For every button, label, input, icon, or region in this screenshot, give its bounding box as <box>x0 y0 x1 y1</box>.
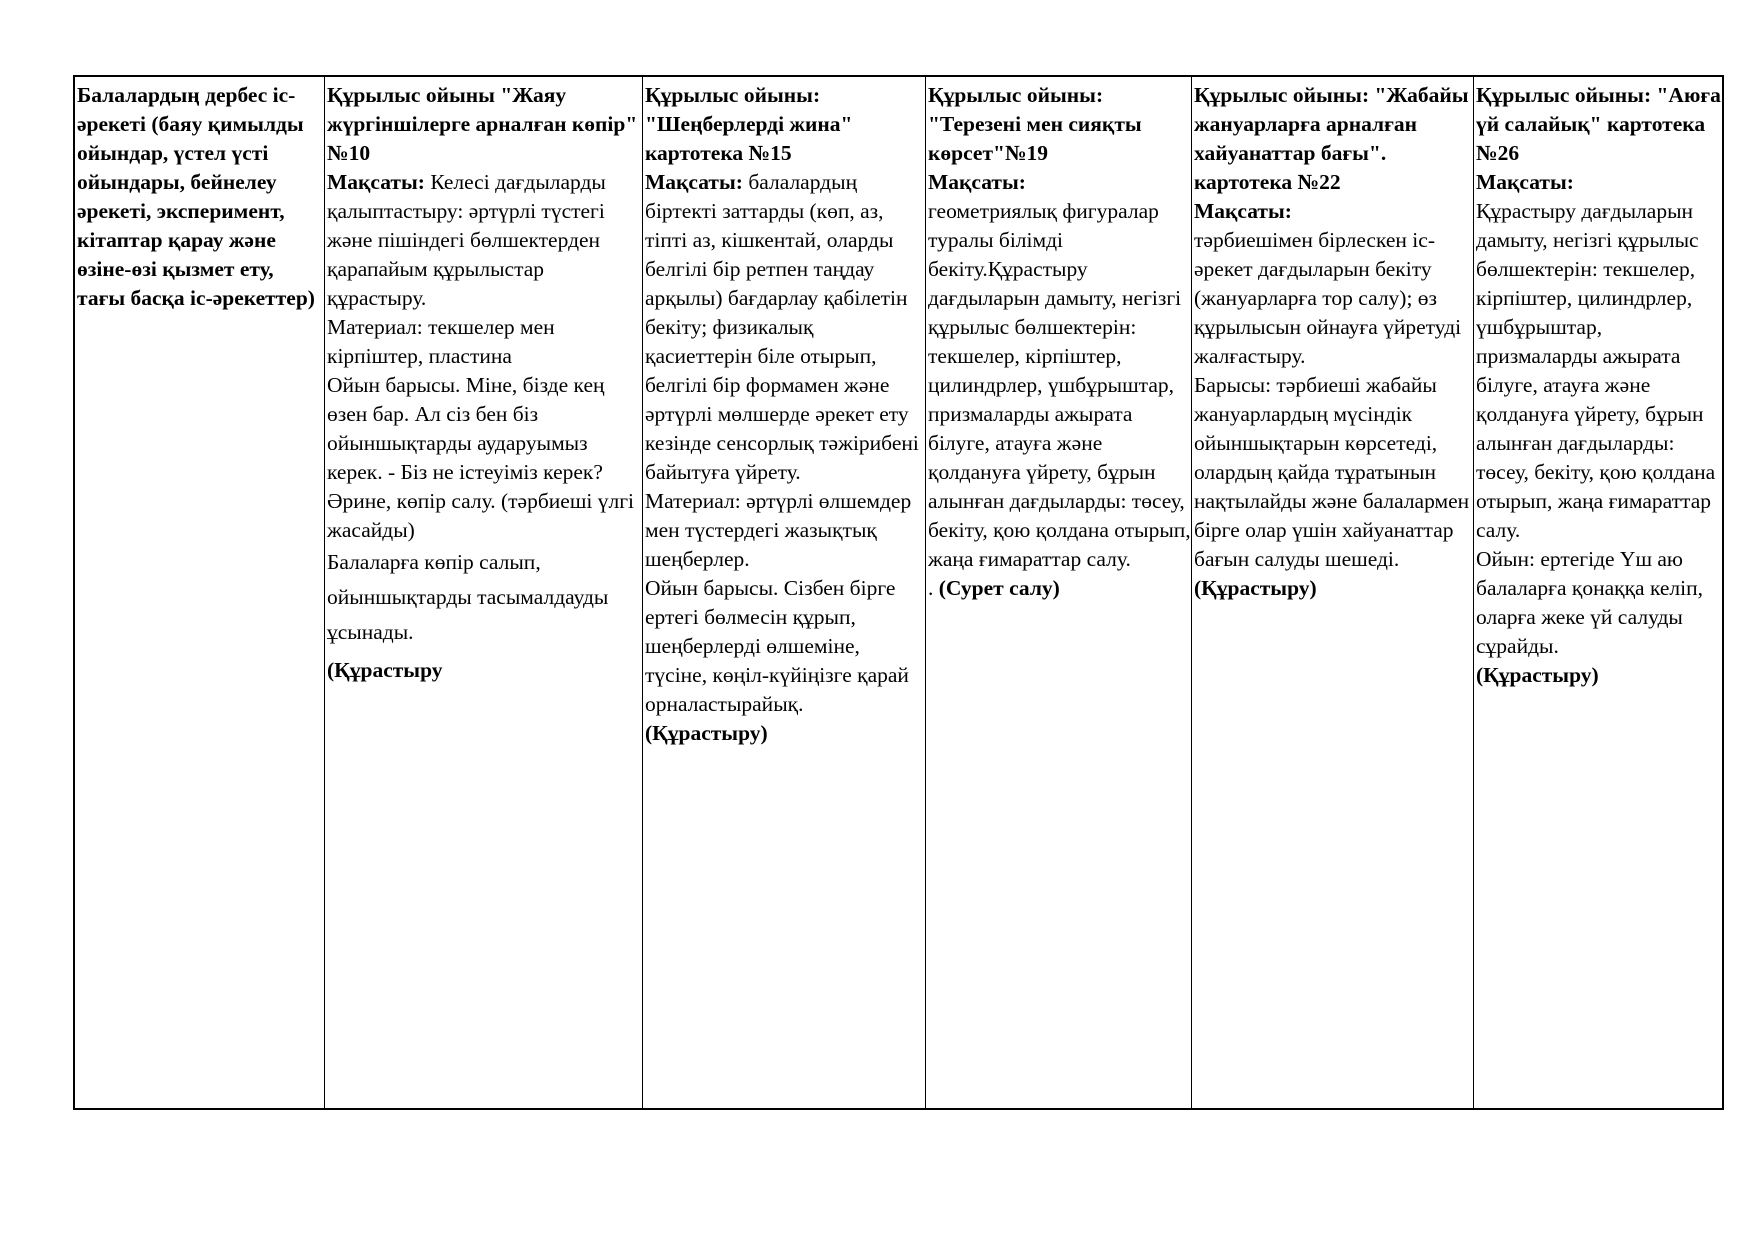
activity-tag: (Құрастыру) <box>1476 663 1599 687</box>
activity-table <box>73 75 1724 1110</box>
table-cell-game-10 <box>325 77 643 1108</box>
table-cell-game-15 <box>643 77 926 1108</box>
tag-dot: . <box>928 576 934 600</box>
activity-heading: Балалардың дербес іс-әрекеті (баяу қимылды ойындар, үстел үсті ойындары, бейнелеу әрекеті, эксперимент, кітаптар қарау және өзіне-өзі қызмет ету, тағы басқа іс-әрекеттер) <box>77 83 315 310</box>
game-title: Құрылыс ойыны: "Аюға үй салайық" картотека №26 <box>1476 83 1721 165</box>
table-cell-game-26 <box>1474 77 1726 1108</box>
goal-text: балалардың біртекті заттарды (көп, аз, тіпті аз, кішкентай, оларды белгілі бір ретпен таңдау арқылы) бағдарлау қабілетін бекіту; физикалық қасиеттерін біле отырып, белгілі бір формамен және әртүрлі мөлшерде әрекет ету кезінде сенсорлық тәжірибені байытуға үйрету. <box>645 170 919 484</box>
goal-text: Келесі дағдыларды қалыптастыру: әртүрлі түстегі және пішіндегі бөлшектерден қарапайым құрылыстар құрастыру. <box>327 170 606 310</box>
goal-label: Мақсаты: <box>928 170 1026 194</box>
table-cell-game-22 <box>1192 77 1474 1108</box>
game-title: Құрылыс ойыны: "Жабайы жануарларға арналған хайуанаттар бағы". картотека №22 <box>1194 83 1469 194</box>
goal-label: Мақсаты: <box>1476 170 1574 194</box>
activity-tag: (Құрастыру) <box>645 721 768 745</box>
goal-label: Мақсаты: <box>327 170 425 194</box>
game-process: Ойын барысы. Міне, бізде кең өзен бар. Ал сіз бен біз ойыншықтарды аударуымыз керек. - Біз не істеуіміз керек? Әрине, көпір салу. (тәрбиеші үлгі жасайды) <box>327 373 635 542</box>
activity-tag: (Құрастыру <box>327 658 443 682</box>
goal-label: Мақсаты: <box>645 170 743 194</box>
game-material: Материал: текшелер мен кірпіштер, пластина <box>327 315 555 368</box>
game-goal <box>327 168 642 313</box>
goal-text: тәрбиешімен бірлескен іс-әрекет дағдыларын бекіту (жануарларға тор салу); өз құрылысын ойнауға үйретуді жалғастыру. <box>1194 228 1462 368</box>
game-title: Құрылыс ойыны "Жаяу жүргіншілерге арналған көпір" №10 <box>327 83 638 165</box>
activity-tag-line <box>928 574 1191 603</box>
activity-tag: (Құрастыру) <box>1194 576 1317 600</box>
table-cell-activity-type <box>75 77 325 1108</box>
activity-tag: (Сурет салу) <box>933 576 1060 600</box>
game-offer: Балаларға көпір салып, ойыншықтарды тасымалдауды ұсынады. <box>327 550 609 644</box>
game-description: Ойын: ертегіде Үш аю балаларға қонаққа келіп, оларға жеке үй салуды сұрайды. <box>1476 547 1703 658</box>
goal-text: Құрастыру дағдыларын дамыту, негізгі құрылыс бөлшектерін: текшелер, кірпіштер, цилиндрлер, үшбұрыштар, призмаларды ажырата білуге, атауға және қолдануға үйрету, бұрын алынған дағдыларды: төсеу, бекіту, қою қолдана отырып, жаңа ғимараттар салу. <box>1476 199 1716 542</box>
game-goal <box>645 168 925 487</box>
goal-label: Мақсаты: <box>1194 199 1292 223</box>
game-title: Құрылыс ойыны: "Терезені мен сияқты көрсет"№19 <box>928 83 1142 165</box>
game-title: Құрылыс ойыны: "Шеңберлерді жина" картотека №15 <box>645 83 853 165</box>
game-material: Материал: әртүрлі өлшемдер мен түстердегі жазықтық шеңберлер. <box>645 489 912 571</box>
game-process: Ойын барысы. Сізбен бірге ертегі бөлмесін құрып, шеңберлерді өлшеміне, түсіне, көңіл-күйіңізге қарай орналастырайық. <box>645 576 909 716</box>
game-process: Барысы: тәрбиеші жабайы жануарлардың мүсіндік ойыншықтарын көрсетеді, олардың қайда тұратынын нақтылайды және балалармен бірге олар үшін хайуанаттар бағын салуды шешеді. <box>1194 373 1470 571</box>
table-cell-game-19 <box>926 77 1192 1108</box>
goal-text: геометриялық фигуралар туралы білімді бекіту.Құрастыру дағдыларын дамыту, негізгі құрылыс бөлшектерін: текшелер, кірпіштер, цилиндрлер, үшбұрыштар, призмаларды ажырата білуге, атауға және қолдануға үйрету, бұрын алынған дағдыларды: төсеу, бекіту, қою қолдана отырып, жаңа ғимараттар салу. <box>928 199 1191 571</box>
